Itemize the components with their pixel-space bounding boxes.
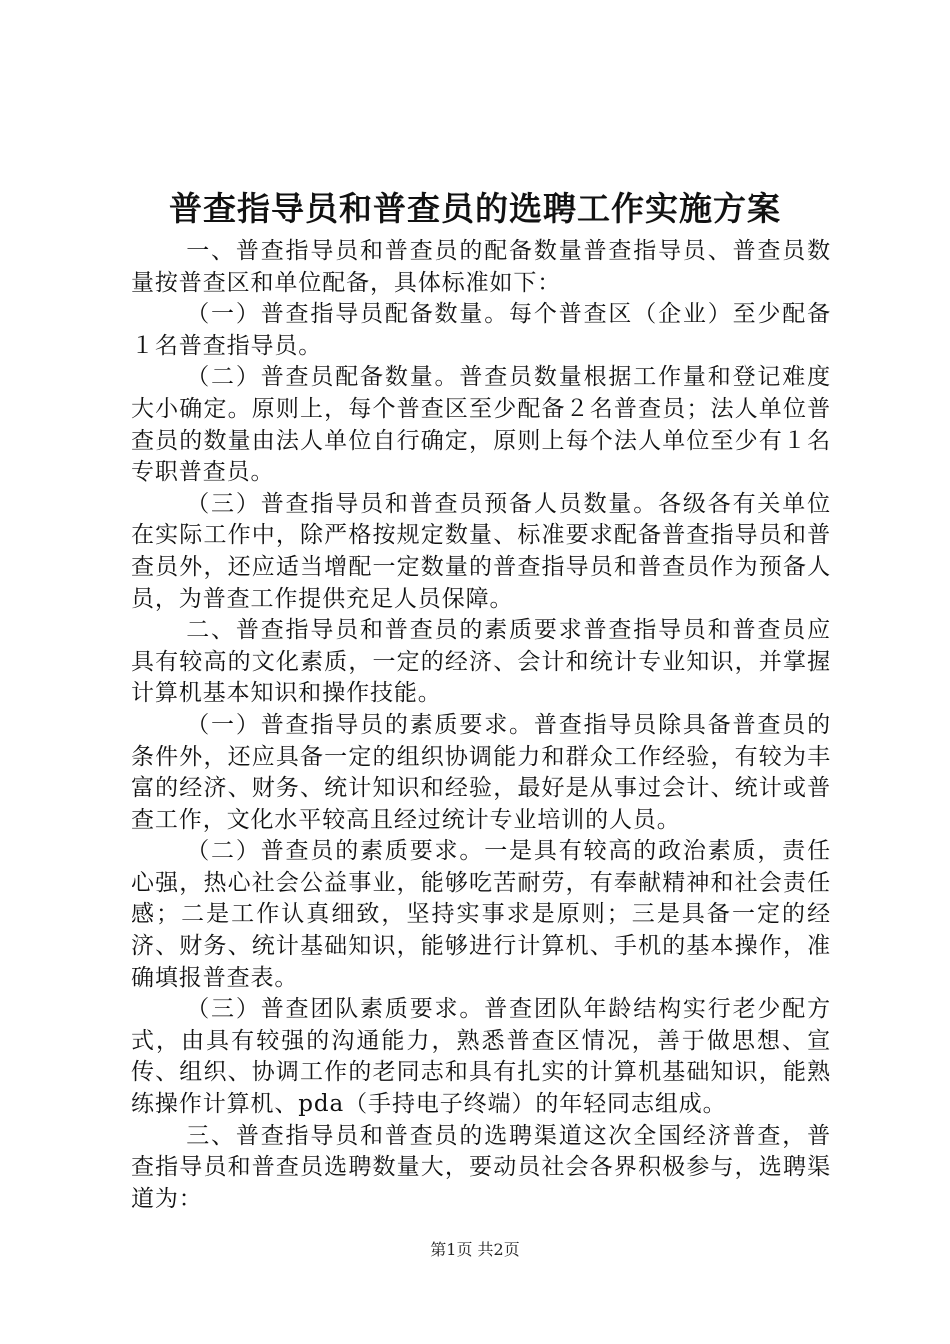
paragraph-5: 二、普查指导员和普查员的素质要求普查指导员和普查员应具有较高的文化素质，一定的经济、会计和统计专业知识，并掌握计算机基本知识和操作技能。 (131, 617, 831, 707)
page-number-footer: 第1页 共2页 (430, 1240, 520, 1259)
paragraph-9: 三、普查指导员和普查员的选聘渠道这次全国经济普查，普查指导员和普查员选聘数量大，要动员社会各界积极参与，选聘渠道为： (131, 1122, 831, 1212)
paragraph-3: （二）普查员配备数量。普查员数量根据工作量和登记难度大小确定。原则上，每个普查区至少配备２名普查员；法人单位普查员的数量由法人单位自行确定，原则上每个法人单位至少有１名专职普查员。 (131, 364, 831, 486)
paragraph-8: （三）普查团队素质要求。普查团队年龄结构实行老少配方式，由具有较强的沟通能力，熟悉普查区情况，善于做思想、宣传、组织、协调工作的老同志和具有扎实的计算机基础知识，能熟练操作计算机、pda（手持电子终端）的年轻同志组成。 (131, 996, 831, 1118)
document-title: 普查指导员和普查员的选聘工作实施方案 (169, 189, 781, 228)
paragraph-7: （二）普查员的素质要求。一是具有较高的政治素质，责任心强，热心社会公益事业，能够吃苦耐劳，有奉献精神和社会责任感；二是工作认真细致，坚持实事求是原则；三是具备一定的经济、财务、统计基础知识，能够进行计算机、手机的基本操作，准确填报普查表。 (131, 838, 831, 991)
paragraph-1: 一、普查指导员和普查员的配备数量普查指导员、普查员数量按普查区和单位配备，具体标准如下： (131, 238, 831, 296)
paragraph-6: （一）普查指导员的素质要求。普查指导员除具备普查员的条件外，还应具备一定的组织协调能力和群众工作经验，有较为丰富的经济、财务、统计知识和经验，最好是从事过会计、统计或普查工作，文化水平较高且经过统计专业培训的人员。 (131, 711, 831, 833)
paragraph-2: （一）普查指导员配备数量。每个普查区（企业）至少配备１名普查指导员。 (131, 301, 831, 359)
document-body (131, 236, 831, 1215)
paragraph-4: （三）普查指导员和普查员预备人员数量。各级各有关单位在实际工作中，除严格按规定数量、标准要求配备普查指导员和普查员外，还应适当增配一定数量的普查指导员和普查员作为预备人员，为普查工作提供充足人员保障。 (131, 490, 831, 612)
